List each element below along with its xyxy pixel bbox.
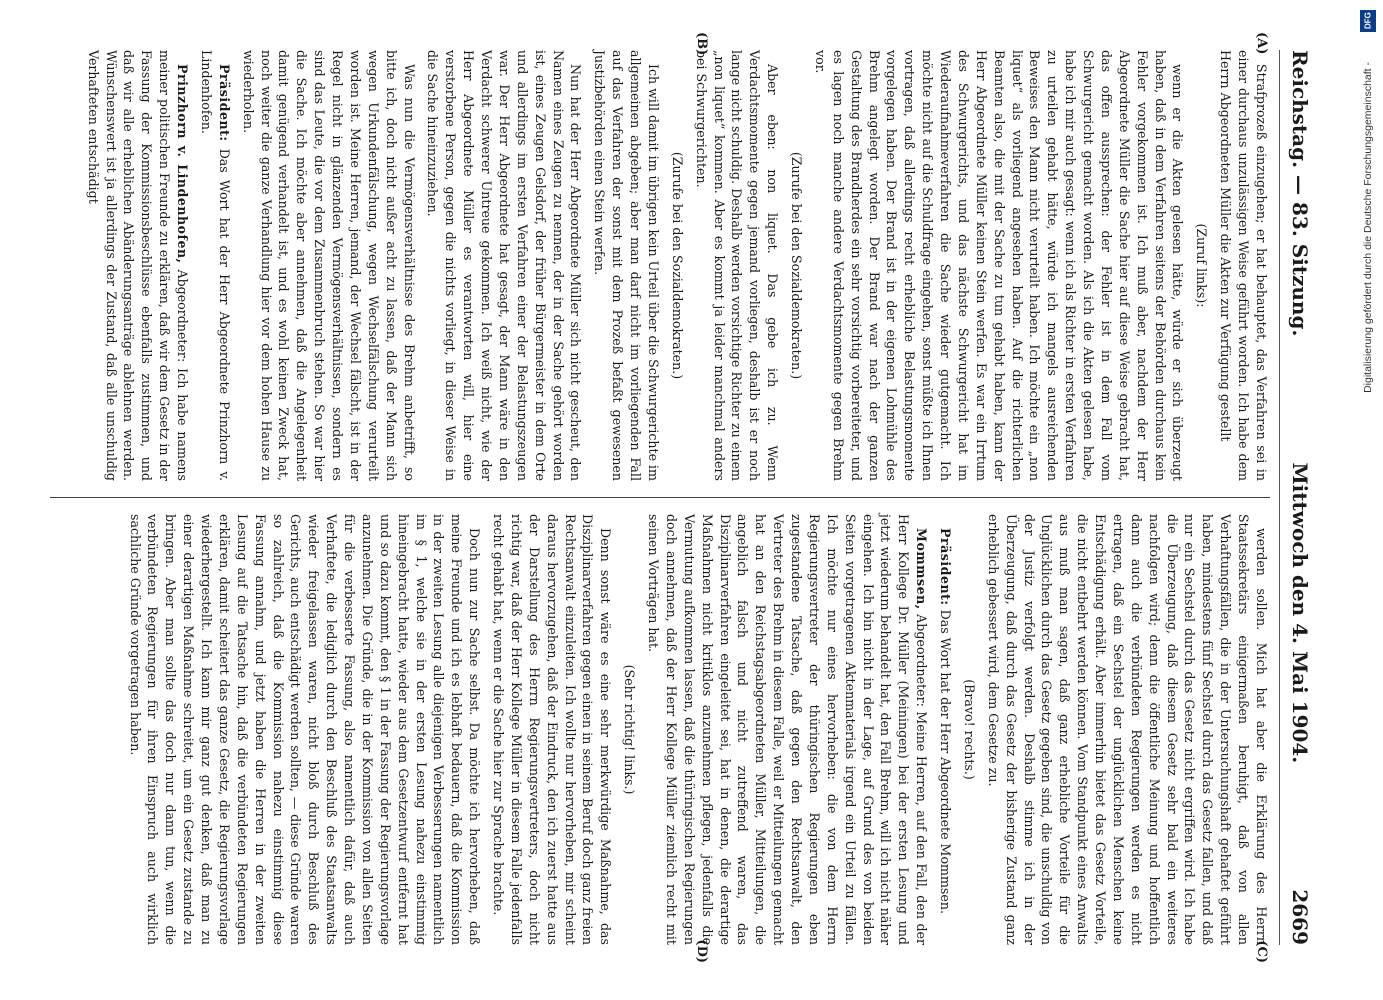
interjection: (Zuruf links):	[1194, 223, 1210, 308]
credit-text: Digitalisierung gefördert durch die Deutsche Forschungsgemeinschaft -	[1362, 62, 1374, 393]
page-header	[1279, 50, 1320, 945]
paragraph: Doch nun zur Sache selbst. Da möchte ich hervorheben, daß meine Freunde und ich es lebhaft bedauern, daß die Kommission in der zweiten Lesung alle diejenigen Verbesserungen namentlich im § 1, welche sie in der ersten Lesung nahezu einstimmig hineingebracht hatte, wieder aus dem Gesetzentwurf entfernt hat und so dazu kommt, den § 1 in der Fassung der Regierungsvorlage anzunehmen. Die Gründe, die in der Kommission von allen Seiten für die verbesserte Fassung, also namentlich dafür, daß auch Verhaftete, die lediglich durch den Beschluß des Staatsanwalts wieder freigelassen waren, nicht bloß durch Beschluß des Gerichts, auch entschädigt werden sollten, — diese Gründe waren so zahlreich, daß die Kommission nahezu einstimmig diese Fassung annahm, und jetzt haben die Herren in der zweiten Lesung auf die Tatsache hin, daß die verbündeten Regierungen erklären, damit scheitert das ganze Gesetz, die Regierungsvorlage wiederhergestellt. Ich kann mir ganz gut denken, daß man zu einer derartigen Maßnahme schreitet, um ein Gesetz zustande zu bringen. Aber man sollte das doch nur dann tun, wenn die verbündeten Regierungen für ihren Einspruch auch wirklich sachliche Gründe vorgetragen haben.	[127, 514, 483, 945]
speaker-name: Präsident:	[938, 528, 954, 606]
paragraph	[84, 50, 191, 481]
paragraph	[936, 514, 954, 945]
interjection: (Zurufe bei den Sozialdemokraten.)	[669, 151, 685, 380]
speech-text: Abgeordneter: Meine Herren, auf den Fall, den der Herr Kollege Dr. Müller (Meiningen) bei der ersten Lesung und jetzt wiederum behandelt hat, den Fall Brehm, will ich nicht näher eingehen. Ich bin nicht in der Lage, auf Grund des von beiden Seiten vorgetragenen Aktenmaterials irgend ein Urteil zu fällen. Ich möchte nur eines hervorheben: die von dem Herrn Regierungsvertreter der thüringischen Regierungen eben zugestandene Tatsache, daß gegen den Rechtsanwalt, den Vertreter des Brehm in diesem Falle, weil er Mitteilungen gemacht hat an den Reichstagsabgeordneten Müller, Mitteilungen, die angeblich falsch und nicht zutreffend waren, das Disziplinarverfahren eingeleitet sei, hat in denen, die derartige Maßnahmen nicht kritiklos anzunehmen pflegen, jedenfalls die Vermutung aufkommen lassen, daß die thüringischen Regierungen doch annehmen, daß der Herr Kollege Müller ziemlich recht mit seinen Vorträgen hat.	[646, 514, 930, 945]
paragraph: Denn sonst wäre es eine sehr merkwürdige Maßnahme, das Disziplinarverfahren gegen einen in seinem Beruf doch ganz freien Rechtsanwalt einzuleiten. Ich wollte nur hervorheben, mir scheint daraus hervorzugehen, daß der Eindruck, den ich zuerst hatte aus der Darstellung des Herrn Regierungsvertreters, doch nicht richtig war, daß der Herr Kollege Müller in diesem Falle jedenfalls recht gehabt hat, wenn er die Sache hier zur Sprache brachte.	[491, 514, 614, 945]
interjection: (Zurufe bei den Sozialdemokraten.)	[789, 151, 805, 380]
interjection: (Bravo! rechts.)	[962, 679, 977, 780]
paragraph: Was nun die Vermögensverhältnisse des Brehm anbetrifft, so bitte ich, doch nicht außer acht zu lassen, daß der Mann sich wegen Urkundenfälschung, wegen Wechselfälschung verurteilt worden ist. Meine Herren, jemand, der Wechsel fälscht, ist in der Regel nicht in glänzenden Vermögensverhältnissen, sondern es sind das Leute, die vor dem Zusammenbruch stehen. So war hier die Sache. Ich möchte aber annehmen, daß die Angelegenheit damit genügend verhandelt ist, und es wohl keinen Zweck hat, noch weiter die ganze Verhandlung hier vor dem hohen Hause zu wiederholen.	[240, 50, 417, 481]
speaker-name: Prinzhorn v. Lindenhofen,	[175, 64, 191, 264]
speech-text: Das Wort hat der Herr Abgeordnete Prinzhorn v. Lindenhofen.	[199, 50, 232, 481]
speaker-name: Präsident:	[216, 64, 232, 142]
paragraph: Ich will damit im übrigen kein Urteil über die Schwurgerichte im allgemeinen abgeben; aber man darf nicht im vorliegenden Fall auf das Verfahren der sonst mit dem Prozeß befaßt gewesenen Justizbehörden einen Stein werfen.	[592, 50, 661, 481]
column-divider	[50, 497, 1270, 498]
margin-mark-a: (A)	[1254, 32, 1269, 55]
paragraph	[197, 50, 233, 481]
digitization-credit	[1359, 10, 1377, 990]
columns	[50, 32, 1270, 963]
paragraph: Nun hat der Herr Abgeordnete Müller sich nicht gescheut, den Namen eines Zeugen zu nennen, der in der Sache gehört worden ist, eines Zeugen Gelsdorf, der früher Bürgermeister in dem Orte und allerdings im ersten Verfahren einer der Belastungszeugen war. Der Herr Abgeordnete hat gesagt, der Mann wäre in den Verdacht schwerer Untreue gekommen. Ich weiß nicht, wie der Herr Abgeordnete Müller es verantworten will, hier eine verstorbene Person, gegen die nichts vorliegt, in dieser Weise in die Sache hineinzuziehen.	[425, 50, 584, 481]
interjection: (Sehr richtig! links.)	[622, 664, 638, 795]
header-date: Mittwoch den 4. Mai 1904.	[1288, 462, 1312, 764]
left-column	[50, 32, 1270, 482]
margin-mark-c: (C)	[1254, 940, 1269, 963]
newspaper-page	[30, 30, 1320, 965]
paragraph: wenn er die Akten gelesen hätte, würde er sich überzeugt haben, daß in dem Verfahren seitens der Behörden durchaus kein Fehler vorgekommen ist. Ich muß aber, nachdem der Herr Abgeordnete Müller die Sache hier auf diese Weise gebracht hat, das offen aussprechen: der Fehler ist in dem Fall vom Schwurgericht gemacht worden. Als ich die Akten gelesen habe, habe ich mir auch gesagt: wenn ich als Richter in ersten Verfahren zu urteilen gehabt hätte, würde ich mangels ausreichenden Beweises den Mann nicht verurteilt haben. Ich möchte ein „non liquet“ als vorliegend angesehen haben. Auf die richterlichen Beamten also, die mit der Sache zu tun gehabt haben, kann der Herr Abgeordnete Müller keinen Stein werfen. Es war ein Irrtum des Schwurgerichts, und das nächste Schwurgericht hat im Wiederaufnahmeverfahren die Sache wieder gutgemacht. Ich möchte nicht auf die Schuldfrage eingehen, sonst müßte ich Ihnen vortragen, daß allerdings recht erhebliche Belastungsmomente vorgelegen haben. Der Brand ist in der eigenen Lohmühle des Brehm angelegt worden. Der Brand war nach der ganzen Gestaltung des Brandherdes ein sehr vorsichtig vorbereiteter, und es lagen noch manche andere Verdachtsmomente gegen Brehm vor.	[813, 50, 1186, 481]
speech-text: Abgeordneter: Ich habe namens meiner politischen Freunde zu erklären, daß wir dem Gesetz in der Fassung der Kommissionsbeschlüsse ebenfalls zustimmen, und daß wir alle erheblichen Abänderungsanträge ablehnen werden. Wünschenswert ist ja allerdings der Zustand, daß alle unschuldig Verhafteten entschädigt	[85, 50, 191, 482]
header-left: Reichstag. — 83. Sitzung.	[1288, 50, 1312, 337]
right-column	[50, 514, 1270, 963]
paragraph: Strafprozeß einzugehen; er hat behauptet, das Verfahren sei in einer durchaus unzulässigen Weise geführt worden. Ich habe dem Herrn Abgeordneten Müller die Akten zur Verfügung gestellt	[1218, 50, 1269, 481]
margin-mark-b: (B)	[694, 32, 709, 56]
paragraph	[644, 514, 930, 945]
speaker-name: Mommsen,	[914, 528, 930, 610]
paragraph: Aber eben: non liquet. Das gebe ich zu. Wenn Verdachtsmomente gegen jemand vorliegen, deshalb ist er noch lange nicht schuldig. Deshalb werden vorsichtige Richter zu einem „non liquet“ kommen. Aber es kommt ja leider manchmal anders bei Schwurgerichten.	[693, 50, 781, 481]
margin-mark-d: (D)	[694, 939, 709, 963]
speech-text: Das Wort hat der Herr Abgeordnete Mommsen.	[938, 609, 954, 914]
dfg-logo: DFG	[1360, 10, 1376, 32]
paragraph: werden sollen. Mich hat aber die Erklärung des Herrn Staatssekretärs einigermaßen beruhigt, daß von allen Verhaftungsfällen, die in der Untersuchungshaft gehaftet geführt haben, mindestens fünf Sechstel durch das Gesetz fallen, und daß nur ein Sechstel durch das Gesetz nicht ergriffen wird. Ich habe die Überzeugung, daß diesem Gesetz sehr bald ein weiteres nachfolgen wird; denn die öffentliche Meinung und hoffentlich dann auch die verbündeten Regierungen werden es nicht ertragen, daß ein Sechstel der unglücklichen Menschen keine Entschädigung erhält. Aber immerhin bietet das Gesetz Vorteile, die nicht entbehrt werden können. Vom Standpunkt eines Anwalts aus muß man sagen, daß ganz erhebliche Vorteile für die Unglücklichen durch das Gesetz gegeben sind, die unschuldig von der Justiz verfolgt werden. Deshalb stimme ich in der Überzeugung, daß durch das Gesetz der bisherige Zustand ganz erheblich gebessert wird, dem Gesetze zu.	[985, 514, 1269, 945]
page-number: 2669	[1288, 889, 1312, 945]
